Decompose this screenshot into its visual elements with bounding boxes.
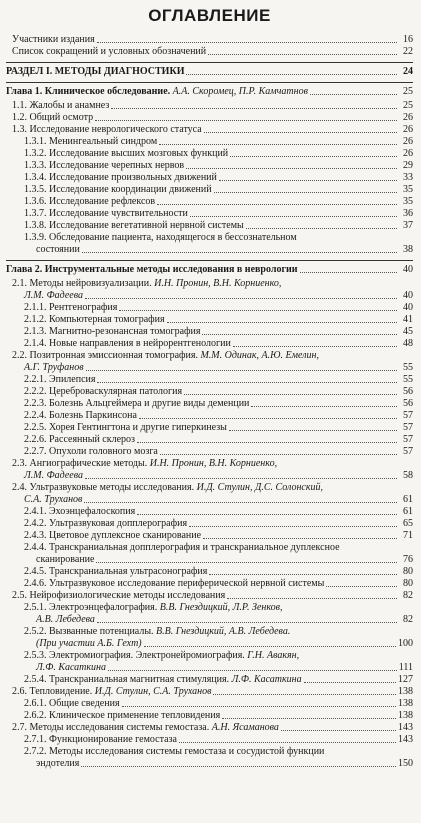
page-number: 138 — [398, 698, 413, 709]
entry-authors: В.В. Гнездицкий, Л.Р. Зенков, — [159, 602, 283, 613]
dot-leader — [97, 41, 397, 43]
page-number: 65 — [403, 518, 413, 529]
dot-leader — [222, 717, 396, 719]
entry-title: 2.5.1. Электроэнцефалография. В.В. Гнездицкий, Л.Р. Зенков, — [24, 602, 283, 613]
page-number: 37 — [403, 220, 413, 231]
page-number: 57 — [403, 446, 413, 457]
entry-title: С.А. Труханов — [24, 494, 83, 505]
page-number: 25 — [403, 86, 413, 97]
dot-leader — [203, 537, 397, 539]
page-number: 127 — [398, 674, 413, 685]
toc-entry[interactable] — [6, 184, 413, 196]
entry-title: 2.2.1. Эпилепсия — [24, 374, 96, 385]
toc-entry — [6, 458, 413, 470]
toc-entry[interactable] — [6, 244, 413, 256]
dot-leader — [214, 191, 397, 193]
entry-title: Глава 2. Инструментальные методы исследования в неврологии — [6, 264, 298, 275]
toc-entry — [6, 650, 413, 662]
toc-entry[interactable] — [6, 686, 413, 698]
page-number: 111 — [398, 662, 413, 673]
entry-title: эндотелия — [36, 758, 80, 769]
dot-leader — [202, 333, 397, 335]
toc-entry[interactable] — [6, 148, 413, 160]
page-number: 71 — [403, 530, 413, 541]
entry-authors: А.А. Скоромец, П.Р. Камчатнов — [172, 86, 308, 97]
page-number: 143 — [398, 734, 413, 745]
toc-entry[interactable] — [6, 494, 413, 506]
dot-leader — [219, 179, 397, 181]
toc-entry[interactable] — [6, 386, 413, 398]
toc-entry[interactable] — [6, 446, 413, 458]
page-number: 26 — [403, 112, 413, 123]
toc-entry — [6, 602, 413, 614]
dot-leader — [96, 561, 397, 563]
toc-entry[interactable] — [6, 638, 413, 650]
dot-leader — [230, 155, 397, 157]
page-number: 100 — [398, 638, 413, 649]
toc-entry[interactable] — [6, 734, 413, 746]
page-number: 58 — [403, 470, 413, 481]
dot-leader — [137, 441, 397, 443]
entry-title: Л.М. Фадеева — [24, 290, 83, 301]
page-number: 138 — [398, 686, 413, 697]
entry-title: 2.4.4. Транскраниальная допплерография и транскраниальное дуплексное — [24, 542, 340, 553]
dot-leader — [81, 765, 396, 767]
toc-entry[interactable] — [6, 518, 413, 530]
toc-part[interactable] — [6, 66, 413, 78]
page-number: 80 — [403, 566, 413, 577]
dot-leader — [122, 705, 396, 707]
toc-chapter-2[interactable] — [6, 264, 413, 276]
dot-leader — [144, 645, 396, 647]
entry-authors: И.Н. Пронин, В.Н. Корниенко, — [149, 458, 278, 469]
dot-leader — [85, 477, 397, 479]
page-number: 33 — [403, 172, 413, 183]
entry-title: 2.4.1. Эхоэнцефалоскопия — [24, 506, 136, 517]
toc-entry[interactable] — [6, 136, 413, 148]
dot-leader — [97, 381, 397, 383]
toc-entry[interactable] — [6, 398, 413, 410]
entry-title: 1.3.9. Обследование пациента, находящегося в бессознательном — [24, 232, 297, 243]
toc-entry[interactable] — [6, 590, 413, 602]
page-number: 76 — [403, 554, 413, 565]
toc-entry[interactable] — [6, 172, 413, 184]
dot-leader — [157, 203, 397, 205]
toc-entry[interactable] — [6, 698, 413, 710]
page-number: 55 — [403, 362, 413, 373]
entry-title: 2.6.1. Общие сведения — [24, 698, 120, 709]
entry-title: 2.1.3. Магнитно-резонансная томография — [24, 326, 201, 337]
dot-leader — [85, 297, 397, 299]
entry-title: 1.3.8. Исследование вегетативной нервной системы — [24, 220, 244, 231]
dot-leader — [179, 741, 396, 743]
page-number: 56 — [403, 386, 413, 397]
page-number: 26 — [403, 136, 413, 147]
toc-entry — [6, 350, 413, 362]
entry-authors: Г.Н. Авакян, — [247, 650, 300, 661]
entry-title: 2.2.3. Болезнь Альцгеймера и другие виды деменции — [24, 398, 250, 409]
toc-entry[interactable] — [6, 422, 413, 434]
entry-title: Список сокращений и условных обозначений — [12, 46, 207, 57]
divider — [6, 260, 413, 261]
entry-title: 1.2. Общий осмотр — [12, 112, 94, 123]
dot-leader — [190, 215, 397, 217]
dot-leader — [186, 73, 397, 75]
dot-leader — [137, 513, 397, 515]
page-number: 57 — [403, 410, 413, 421]
page-number: 24 — [403, 66, 413, 77]
toc-entry — [6, 746, 413, 758]
toc-entry[interactable] — [6, 290, 413, 302]
toc-entry[interactable] — [6, 302, 413, 314]
dot-leader — [326, 585, 397, 587]
entry-authors: М.М. Одинак, А.Ю. Емелин, — [200, 350, 319, 361]
entry-title: Участники издания — [12, 34, 95, 45]
entry-title: 2.2. Позитронная эмиссионная томография. М.М. Одинак, А.Ю. Емелин, — [12, 350, 319, 361]
dot-leader — [111, 107, 397, 109]
dot-leader — [310, 93, 397, 95]
divider — [6, 82, 413, 83]
entry-title: сканирование — [36, 554, 95, 565]
toc-entry[interactable] — [6, 722, 413, 734]
page-number: 35 — [403, 184, 413, 195]
dot-leader — [204, 131, 397, 133]
page-number: 36 — [403, 208, 413, 219]
toc-entry[interactable] — [6, 100, 413, 112]
entry-title: 2.2.5. Хорея Гентингтона и другие гиперкинезы — [24, 422, 227, 433]
page-number: 48 — [403, 338, 413, 349]
dot-leader — [233, 345, 397, 347]
entry-title: 2.3. Ангиографические методы. И.Н. Пронин, В.Н. Корниенко, — [12, 458, 278, 469]
toc-entry — [6, 232, 413, 244]
entry-authors: А.Н. Ясаманова — [211, 722, 279, 733]
divider — [6, 62, 413, 63]
entry-title: Л.Ф. Касаткина — [36, 662, 106, 673]
toc-entry[interactable] — [6, 196, 413, 208]
dot-leader — [227, 597, 397, 599]
page-number: 41 — [403, 314, 413, 325]
entry-title: 2.1.1. Рентгенография — [24, 302, 118, 313]
toc-entry — [6, 542, 413, 554]
entry-title: 2.4.5. Транскраниальная ультрасонография — [24, 566, 208, 577]
entry-title: 2.2.7. Опухоли головного мозга — [24, 446, 158, 457]
dot-leader — [229, 429, 397, 431]
entry-title: 1.3.7. Исследование чувствительности — [24, 208, 188, 219]
dot-leader — [95, 119, 397, 121]
dot-leader — [139, 417, 397, 419]
toc-entry[interactable] — [6, 410, 413, 422]
page-number: 35 — [403, 196, 413, 207]
entry-title: 2.7.2. Методы исследования системы гемостаза и сосудистой функции — [24, 746, 325, 757]
dot-leader — [186, 167, 397, 169]
toc-entry — [6, 626, 413, 638]
entry-title: 1.3.4. Исследование произвольных движений — [24, 172, 217, 183]
entry-title: 1.3.2. Исследование высших мозговых функций — [24, 148, 229, 159]
page-number: 82 — [403, 614, 413, 625]
entry-title: 2.4.6. Ультразвуковое исследование периферической нервной системы — [24, 578, 325, 589]
dot-leader — [189, 525, 397, 527]
toc-entry — [6, 278, 413, 290]
page-number: 57 — [403, 434, 413, 445]
entry-title: 2.6. Тепловидение. И.Д. Стулин, С.А. Труханов — [12, 686, 212, 697]
entry-authors: Л.Ф. Касаткина — [231, 674, 302, 685]
entry-title: А.Г. Труфанов — [24, 362, 84, 373]
dot-leader — [82, 251, 397, 253]
entry-title: 2.1.2. Компьютерная томография — [24, 314, 165, 325]
entry-title: Глава 1. Клиническое обследование. А.А. Скоромец, П.Р. Камчатнов — [6, 86, 308, 97]
toc-entry[interactable] — [6, 362, 413, 374]
page-number: 40 — [403, 302, 413, 313]
page-number: 22 — [403, 46, 413, 57]
toc-entry[interactable] — [6, 758, 413, 770]
page-number: 61 — [403, 494, 413, 505]
entry-title: (При участии А.Б. Гехт) — [36, 638, 142, 649]
page-number: 150 — [398, 758, 413, 769]
dot-leader — [160, 453, 397, 455]
toc-entry[interactable] — [6, 674, 413, 686]
toc-entry[interactable] — [6, 112, 413, 124]
page-number: 26 — [403, 124, 413, 135]
entry-title: 2.5.3. Электромиография. Электронейромиография. Г.Н. Авакян, — [24, 650, 300, 661]
entry-authors: И.Д. Стулин, С.А. Труханов — [94, 686, 212, 697]
dot-leader — [97, 621, 397, 623]
entry-title: состоянии — [36, 244, 80, 255]
toc-entry[interactable] — [6, 554, 413, 566]
toc-chapter-1[interactable] — [6, 86, 413, 98]
entry-title: 2.1. Методы нейровизуализации. И.Н. Пронин, В.Н. Корниенко, — [12, 278, 282, 289]
toc-entry[interactable] — [6, 220, 413, 232]
toc-entry[interactable] — [6, 46, 413, 58]
page-number: 138 — [398, 710, 413, 721]
toc-entry[interactable] — [6, 208, 413, 220]
page-number: 40 — [403, 290, 413, 301]
toc-entry[interactable] — [6, 338, 413, 350]
dot-leader — [119, 309, 397, 311]
page-number: 61 — [403, 506, 413, 517]
page-number: 45 — [403, 326, 413, 337]
dot-leader — [208, 53, 397, 55]
toc-entry[interactable] — [6, 506, 413, 518]
entry-title: 2.7. Методы исследования системы гемостаза. А.Н. Ясаманова — [12, 722, 279, 733]
toc-entry[interactable] — [6, 578, 413, 590]
entry-authors: И.Н. Пронин, В.Н. Корниенко, — [154, 278, 282, 289]
toc-entry[interactable] — [6, 662, 413, 674]
toc-entry[interactable] — [6, 530, 413, 542]
entry-title: РАЗДЕЛ I. МЕТОДЫ ДИАГНОСТИКИ — [6, 66, 185, 77]
entry-title: 2.2.6. Рассеянный склероз — [24, 434, 135, 445]
entry-title: 2.4.2. Ультразвуковая допплерография — [24, 518, 188, 529]
dot-leader — [213, 693, 396, 695]
entry-title: 1.3.6. Исследование рефлексов — [24, 196, 156, 207]
entry-title: А.В. Лебедева — [36, 614, 95, 625]
toc-entry[interactable] — [6, 614, 413, 626]
entry-title: 1.3.5. Исследование координации движений — [24, 184, 212, 195]
toc-entry[interactable] — [6, 374, 413, 386]
toc-entry[interactable] — [6, 566, 413, 578]
entry-title: 2.4. Ультразвуковые методы исследования. И.Д. Стулин, Д.С. Солонский, — [12, 482, 324, 493]
page-number: 80 — [403, 578, 413, 589]
dot-leader — [209, 573, 397, 575]
page-title: ОГЛАВЛЕНИЕ — [148, 6, 271, 25]
entry-title: 2.5.4. Транскраниальная магнитная стимуляция. Л.Ф. Касаткина — [24, 674, 302, 685]
entry-title: 1.3. Исследование неврологического статуса — [12, 124, 202, 135]
page-number: 82 — [403, 590, 413, 601]
entry-title: 1.1. Жалобы и анамнез — [12, 100, 110, 111]
page-number: 29 — [403, 160, 413, 171]
toc-entry[interactable] — [6, 124, 413, 136]
toc-entry[interactable] — [6, 710, 413, 722]
dot-leader — [281, 729, 396, 731]
page-number: 143 — [398, 722, 413, 733]
entry-authors: И.Д. Стулин, Д.С. Солонский, — [196, 482, 324, 493]
toc-entry[interactable] — [6, 326, 413, 338]
dot-leader — [184, 393, 397, 395]
toc-entry[interactable] — [6, 434, 413, 446]
entry-title: 1.3.3. Исследование черепных нервов — [24, 160, 185, 171]
entry-title: 1.3.1. Менингеальный синдром — [24, 136, 158, 147]
dot-leader — [159, 143, 397, 145]
entry-title: 2.1.4. Новые направления в нейрорентгенологии — [24, 338, 231, 349]
toc-entry — [6, 482, 413, 494]
dot-leader — [246, 227, 397, 229]
entry-title: 2.2.2. Цереброваскулярная патология — [24, 386, 183, 397]
dot-leader — [300, 271, 397, 273]
entry-title: 2.2.4. Болезнь Паркинсона — [24, 410, 137, 421]
toc-entries — [6, 34, 413, 770]
page-number: 16 — [403, 34, 413, 45]
dot-leader — [86, 369, 397, 371]
entry-title: 2.7.1. Функционирование гемостаза — [24, 734, 177, 745]
entry-title: 2.4.3. Цветовое дуплексное сканирование — [24, 530, 202, 541]
entry-title: 2.6.2. Клиническое применение тепловидения — [24, 710, 221, 721]
page-number: 57 — [403, 422, 413, 433]
dot-leader — [167, 321, 397, 323]
entry-title: 2.5.2. Вызванные потенциалы. В.В. Гнездицкий, А.В. Лебедева. — [24, 626, 291, 637]
toc-entry[interactable] — [6, 160, 413, 172]
toc-entry[interactable] — [6, 314, 413, 326]
dot-leader — [251, 405, 397, 407]
toc-entry[interactable] — [6, 470, 413, 482]
dot-leader — [108, 669, 397, 671]
page-number: 25 — [403, 100, 413, 111]
page-number: 55 — [403, 374, 413, 385]
dot-leader — [304, 681, 396, 683]
entry-title: Л.М. Фадеева — [24, 470, 83, 481]
dot-leader — [84, 501, 397, 503]
entry-title: 2.5. Нейрофизиологические методы исследования — [12, 590, 226, 601]
toc-entry[interactable] — [6, 34, 413, 46]
page-number: 26 — [403, 148, 413, 159]
page-number: 56 — [403, 398, 413, 409]
page-number: 38 — [403, 244, 413, 255]
entry-authors: В.В. Гнездицкий, А.В. Лебедева. — [156, 626, 291, 637]
page-number: 40 — [403, 264, 413, 275]
